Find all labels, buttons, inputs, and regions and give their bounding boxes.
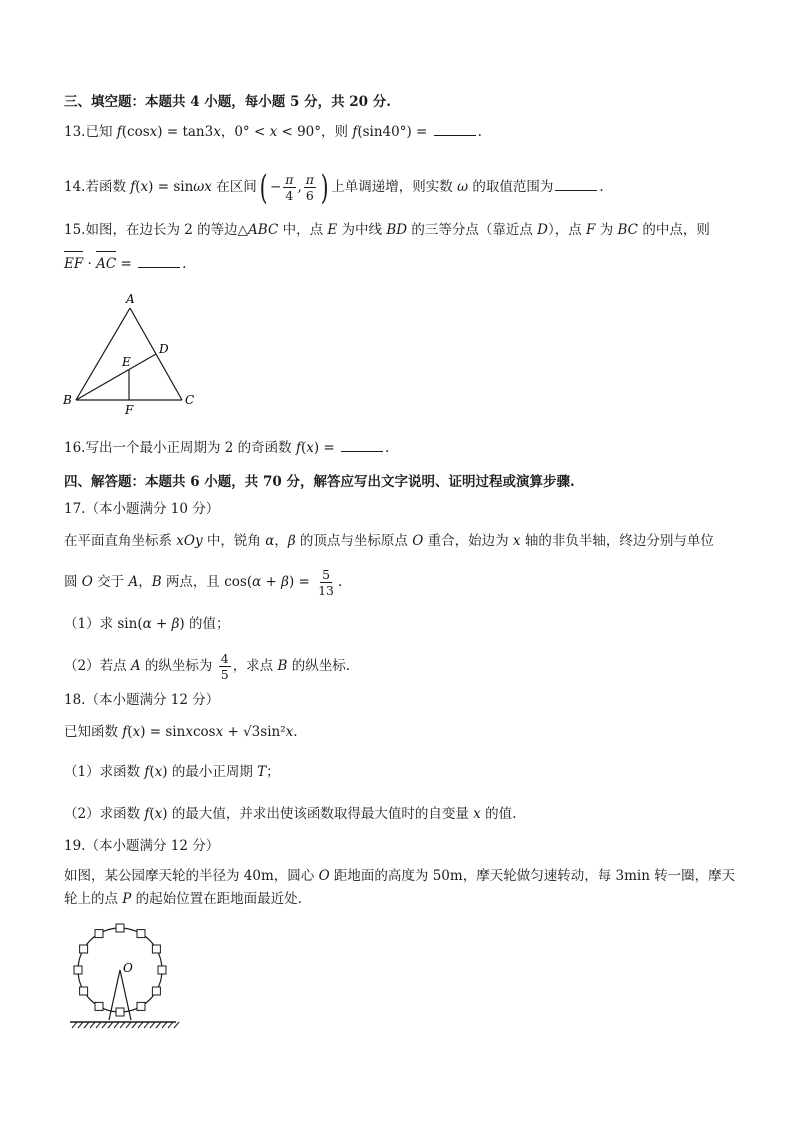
hatch-line <box>114 1022 119 1028</box>
question-18-title: 18.（本小题满分 12 分） <box>64 692 220 708</box>
side-ab <box>76 308 130 400</box>
question-17-title: 17.（本小题满分 10 分） <box>64 501 220 517</box>
hatch-line <box>108 1022 113 1028</box>
hatch-line <box>144 1022 149 1028</box>
label-f: F <box>125 403 134 417</box>
hatch-line <box>132 1022 137 1028</box>
vector-ef: EF <box>64 254 83 274</box>
ground-hatch <box>72 1022 179 1028</box>
hatch-line <box>168 1022 173 1028</box>
cabin <box>152 987 160 995</box>
hatch-line <box>78 1022 83 1028</box>
hatch-line <box>84 1022 89 1028</box>
cabin <box>116 1008 124 1016</box>
question-18-part1: （1）求函数 f(x) 的最小正周期 T； <box>64 764 280 780</box>
label-e: E <box>122 355 131 369</box>
hatch-line <box>150 1022 155 1028</box>
question-17-line1: 在平面直角坐标系 xOy 中，锐角 α，β 的顶点与坐标原点 O 重合，始边为 x 轴的非负半轴，终边分别与单位 <box>64 533 714 549</box>
question-18-part2: （2）求函数 f(x) 的最大值，并求出使该函数取得最大值时的自变量 x 的值. <box>64 806 517 822</box>
question-19-line1: 如图，某公园摩天轮的半径为 40m，圆心 O 距地面的高度为 50m，摩天轮做匀速转动，每 3min 转一圈，摩天 <box>64 868 736 884</box>
hatch-line <box>138 1022 143 1028</box>
question-17-line2: 圆 O 交于 A，B 两点，且 cos(α + β) = $\frac{5}{13}$ . <box>64 567 343 598</box>
label-b: B <box>63 393 72 407</box>
cabin <box>80 945 88 953</box>
triangle-figure <box>60 290 210 420</box>
hatch-line <box>126 1022 131 1028</box>
question-16: 16.写出一个最小正周期为 2 的奇函数 f(x) = . <box>64 440 390 456</box>
question-15-line1: 15.如图，在边长为 2 的等边△ABC 中，点 E 为中线 BD 的三等分点（靠近点 D），点 F 为 BC 的中点，则 <box>64 222 710 238</box>
label-a: A <box>126 292 135 306</box>
hatch-line <box>102 1022 107 1028</box>
hatch-line <box>156 1022 161 1028</box>
question-18-line1: 已知函数 f(x) = sinxcosx + √3sin²x. <box>64 724 298 740</box>
cabin <box>137 930 145 938</box>
section4-heading: 四、解答题：本题共 6 小题，共 70 分，解答应写出文字说明、证明过程或演算步骤. <box>64 474 575 490</box>
fraction-pi-over-4: $\frac{\pi}{4}$ <box>285 172 294 203</box>
cabin <box>95 1002 103 1010</box>
question-14: 14.若函数 f(x) = sinωx 在区间( − $\frac{\pi}{4}$ , $\frac{\pi}{6}$ ) 上单调递增，则实数 ω 的取值范围为 . <box>64 167 604 208</box>
question-19-title: 19.（本小题满分 12 分） <box>64 838 220 854</box>
question-13: 13.已知 f(cosx) = tan3x，0° < x < 90°，则 f(sin40°) = . <box>64 124 482 140</box>
question-17-part2: （2）若点 A 的纵坐标为 $\frac{4}{5}$ ，求点 B 的纵坐标. <box>64 651 350 682</box>
answer-blank-16[interactable] <box>341 438 383 452</box>
fraction-4-over-5: $\frac{4}{5}$ <box>220 651 229 682</box>
median-bd <box>76 354 156 400</box>
cabin <box>80 987 88 995</box>
hatch-line <box>90 1022 95 1028</box>
cabin <box>116 924 124 932</box>
cabin <box>137 1002 145 1010</box>
cabin <box>74 966 82 974</box>
hatch-line <box>162 1022 167 1028</box>
hatch-line <box>174 1022 179 1028</box>
ferris-wheel-figure <box>64 912 184 1032</box>
answer-blank-15[interactable] <box>138 254 180 268</box>
cabin <box>95 930 103 938</box>
section3-heading: 三、填空题：本题共 4 小题，每小题 5 分，共 20 分. <box>64 94 391 110</box>
label-o: O <box>123 961 133 975</box>
fraction-pi-over-6: $\frac{\pi}{6}$ <box>305 172 315 203</box>
question-15-line2: EF · AC = . <box>64 254 186 274</box>
cabin <box>152 945 160 953</box>
fraction-5-over-13: $\frac{5}{13}$ <box>318 567 335 598</box>
question-19-line2: 轮上的点 P 的起始位置在距地面最近处. <box>64 891 302 907</box>
question-17-part1: （1）求 sin(α + β) 的值； <box>64 616 230 632</box>
label-c: C <box>185 393 195 407</box>
label-d: D <box>159 342 169 356</box>
hatch-line <box>120 1022 125 1028</box>
hatch-line <box>96 1022 101 1028</box>
answer-blank-13[interactable] <box>434 122 476 136</box>
hatch-line <box>72 1022 77 1028</box>
answer-blank-14[interactable] <box>555 177 597 191</box>
vector-ac: AC <box>96 254 116 274</box>
cabin <box>158 966 166 974</box>
